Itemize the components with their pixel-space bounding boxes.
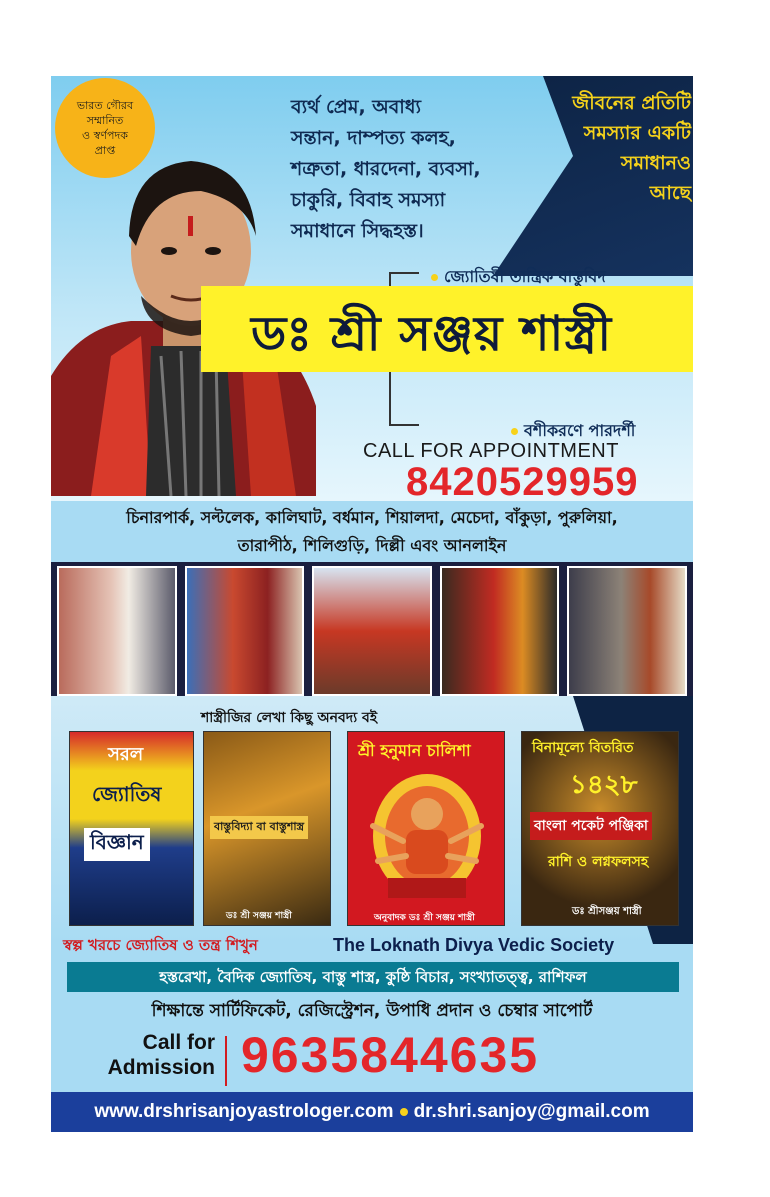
tagline-line: সমাধানও xyxy=(620,152,691,174)
badge-line: ও স্বর্ণপদক xyxy=(82,129,128,142)
titles-text: জ্যোতিষী তান্ত্রিক বাস্তুবিদ xyxy=(444,267,606,286)
badge-line: সম্মানিত xyxy=(86,114,124,127)
book-author: অনুবাদক ডঃ শ্রী সঞ্জয় শাস্ত্রী xyxy=(374,913,475,923)
footer-bar xyxy=(51,1092,693,1132)
problem-line: সন্তান, দাম্পত্য কলহ, xyxy=(291,127,456,149)
website-link[interactable]: www.drshrisanjoyastrologer.com xyxy=(94,1101,394,1122)
course-line: স্বল্প খরচে জ্যোতিষ ও তন্ত্র শিখুন xyxy=(63,936,258,954)
book-title: বিনামূল্যে বিতরিত xyxy=(532,740,634,756)
society-name: The Loknath Divya Vedic Society xyxy=(333,935,615,955)
admission-label-line: Admission xyxy=(107,1056,215,1079)
bullet-icon xyxy=(400,1108,408,1116)
bracket-top xyxy=(389,272,419,286)
book-title: বাস্তুবিদ্যা বা বাস্তুশাস্ত্র xyxy=(210,816,308,839)
subjects-bar: হস্তরেখা, বৈদিক জ্যোতিষ, বাস্তু শাস্ত্র, কুষ্ঠি বিচার, সংখ্যাতত্ত্ব, রাশিফল xyxy=(67,962,679,992)
book-cover xyxy=(69,731,194,926)
book-author: ডঃ শ্রীসঞ্জয় শাস্ত্রী xyxy=(572,906,642,917)
certificates-line: শিক্ষান্তে সার্টিফিকেট, রেজিস্ট্রেশন, উপাধি প্রদান ও চেম্বার সাপোর্ট xyxy=(151,1001,593,1021)
advertisement-poster xyxy=(51,76,693,1132)
problem-line: চাকুরি, বিবাহ সমস্যা xyxy=(291,189,446,211)
event-photo xyxy=(312,566,432,696)
astrologer-name: ডঃ শ্রী সঞ্জয় শাস্ত্রী xyxy=(251,306,613,362)
bracket-bottom xyxy=(389,372,419,426)
admission-label-line: Call for xyxy=(142,1031,215,1054)
event-photo xyxy=(57,566,177,696)
admission-label xyxy=(65,1030,215,1080)
book-title: জ্যোতিষ xyxy=(92,782,162,806)
tagline xyxy=(511,88,691,208)
book-year: ১৪২৮ xyxy=(570,770,638,800)
appointment-phone[interactable]: 8420529959 xyxy=(406,460,639,504)
book-title: বিজ্ঞান xyxy=(84,828,150,861)
divider xyxy=(225,1036,227,1086)
email-link[interactable]: dr.shri.sanjoy@gmail.com xyxy=(413,1101,650,1122)
photo-strip xyxy=(51,562,693,702)
book-title: সরল xyxy=(108,744,144,765)
event-photo xyxy=(185,566,305,696)
badge-line: ভারত গৌরব xyxy=(76,99,134,112)
admission-phone[interactable]: 9635844635 xyxy=(241,1027,540,1083)
tagline-line: সমস্যার একটি xyxy=(583,122,691,144)
book-title: শ্রী হনুমান চালিশা xyxy=(358,741,471,760)
tagline-line: জীবনের প্রতিটি xyxy=(572,92,691,114)
book-cover xyxy=(203,731,331,926)
book-subtitle: রাশি ও লগ্নফলসহ xyxy=(548,854,649,870)
book-cover xyxy=(521,731,679,926)
event-photo xyxy=(567,566,687,696)
locations xyxy=(51,504,693,560)
tagline-line: আছে xyxy=(649,182,691,204)
book-author: ডঃ শ্রী সঞ্জয় শাস্ত্রী xyxy=(226,911,292,921)
event-photo xyxy=(440,566,560,696)
problem-line: সমাধানে সিদ্ধহস্ত। xyxy=(291,220,424,242)
locations-line: চিনারপার্ক, সল্টলেক, কালিঘাট, বর্ধমান, শিয়ালদা, মেচেদা, বাঁকুড়া, পুরুলিয়া, xyxy=(126,508,618,527)
problem-line: শত্রুতা, ধারদেনা, ব্যবসা, xyxy=(291,158,481,180)
book-cover xyxy=(347,731,505,926)
expertise-text: বশীকরণে পারদর্শী xyxy=(524,421,636,440)
call-appointment-label: CALL FOR APPOINTMENT xyxy=(363,440,619,462)
books-heading: শাস্ত্রীজির লেখা কিছু অনবদ্য বই xyxy=(201,710,378,726)
problem-line: ব্যর্থ প্রেম, অবাধ্য xyxy=(291,96,421,118)
book-title: বাংলা পকেট পঞ্জিকা xyxy=(530,812,652,840)
hanuman-illustration xyxy=(368,766,486,906)
bullet-icon xyxy=(511,428,518,435)
badge-line: প্রাপ্ত xyxy=(94,144,116,157)
bullet-icon xyxy=(431,274,438,281)
locations-line: তারাপীঠ, শিলিগুড়ি, দিল্লী এবং আনলাইন xyxy=(237,536,507,555)
